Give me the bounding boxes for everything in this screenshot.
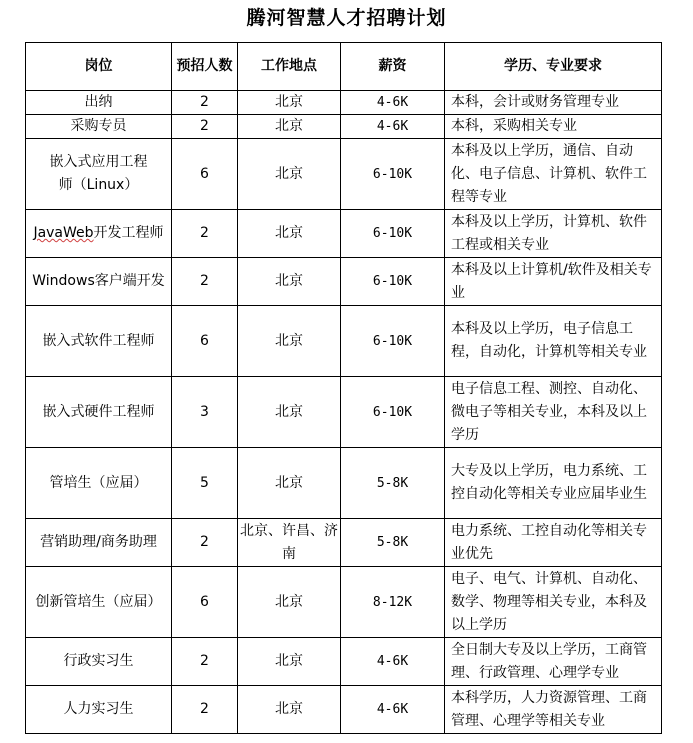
position-line: 开发工程师 xyxy=(93,225,164,241)
cell-count: 3 xyxy=(172,377,238,448)
cell-position: 营销助理/商务助理 xyxy=(26,519,172,567)
table-row xyxy=(26,638,662,686)
position-line: 客户端开发 xyxy=(94,273,165,289)
position-line: 嵌入式应用工程 xyxy=(49,154,148,170)
cell-requirement: 电力系统、工控自动化等相关专业优先 xyxy=(445,519,662,567)
cell-location: 北京 xyxy=(238,567,341,638)
cell-salary: 6-10K xyxy=(341,210,445,258)
table-row xyxy=(26,258,662,306)
cell-requirement: 大专及以上学历，电力系统、工控自动化等相关专业应届毕业生 xyxy=(445,448,662,519)
cell-requirement: 本科及以上计算机/软件及相关专业 xyxy=(445,258,662,306)
cell-position: 创新管培生（应届） xyxy=(26,567,172,638)
cell-location: 北京 xyxy=(238,686,341,734)
cell-count: 6 xyxy=(172,139,238,210)
cell-count: 2 xyxy=(172,91,238,115)
header-requirement: 学历、专业要求 xyxy=(445,43,662,91)
cell-position: 行政实习生 xyxy=(26,638,172,686)
cell-requirement: 本科，采购相关专业 xyxy=(445,115,662,139)
cell-position: 人力实习生 xyxy=(26,686,172,734)
cell-position: 嵌入式硬件工程师 xyxy=(26,377,172,448)
cell-count: 2 xyxy=(172,638,238,686)
position-line: JavaWeb xyxy=(33,225,94,241)
cell-requirement: 电子信息工程、测控、自动化、微电子等相关专业，本科及以上学历 xyxy=(445,377,662,448)
cell-location: 北京 xyxy=(238,448,341,519)
cell-location: 北京、许昌、济南 xyxy=(238,519,341,567)
recruitment-table xyxy=(25,42,662,734)
cell-count: 5 xyxy=(172,448,238,519)
cell-salary: 5-8K xyxy=(341,519,445,567)
cell-location: 北京 xyxy=(238,638,341,686)
table-row xyxy=(26,306,662,377)
cell-location: 北京 xyxy=(238,139,341,210)
table-row xyxy=(26,519,662,567)
cell-location: 北京 xyxy=(238,258,341,306)
table-row xyxy=(26,567,662,638)
table-row xyxy=(26,91,662,115)
header-salary: 薪资 xyxy=(341,43,445,91)
header-count: 预招人数 xyxy=(172,43,238,91)
cell-position xyxy=(26,139,172,210)
cell-salary: 4-6K xyxy=(341,686,445,734)
table-row xyxy=(26,115,662,139)
cell-salary: 5-8K xyxy=(341,448,445,519)
cell-location: 北京 xyxy=(238,210,341,258)
cell-position: 管培生（应届） xyxy=(26,448,172,519)
cell-salary: 4-6K xyxy=(341,638,445,686)
position-line: 师（Linux） xyxy=(58,177,139,193)
cell-requirement: 本科及以上学历，计算机、软件工程或相关专业 xyxy=(445,210,662,258)
cell-count: 2 xyxy=(172,115,238,139)
cell-salary: 6-10K xyxy=(341,258,445,306)
cell-count: 2 xyxy=(172,210,238,258)
cell-requirement: 本科及以上学历，通信、自动化、电子信息、计算机、软件工程等专业 xyxy=(445,139,662,210)
cell-count: 2 xyxy=(172,519,238,567)
page-title: 腾河智慧人才招聘计划 xyxy=(246,7,447,29)
cell-count: 6 xyxy=(172,567,238,638)
cell-requirement: 全日制大专及以上学历，工商管理、行政管理、心理学专业 xyxy=(445,638,662,686)
header-position: 岗位 xyxy=(26,43,172,91)
cell-requirement: 电子、电气、计算机、自动化、数学、物理等相关专业，本科及以上学历 xyxy=(445,567,662,638)
cell-location: 北京 xyxy=(238,115,341,139)
cell-requirement: 本科学历，人力资源管理、工商管理、心理学等相关专业 xyxy=(445,686,662,734)
cell-salary: 6-10K xyxy=(341,139,445,210)
cell-salary: 6-10K xyxy=(341,306,445,377)
cell-position: 嵌入式软件工程师 xyxy=(26,306,172,377)
cell-salary: 6-10K xyxy=(341,377,445,448)
cell-position xyxy=(26,210,172,258)
cell-salary: 4-6K xyxy=(341,115,445,139)
cell-position: 出纳 xyxy=(26,91,172,115)
table-row xyxy=(26,686,662,734)
cell-requirement: 本科及以上学历，电子信息工程，自动化，计算机等相关专业 xyxy=(445,306,662,377)
cell-position: 采购专员 xyxy=(26,115,172,139)
table-row xyxy=(26,210,662,258)
cell-location: 北京 xyxy=(238,306,341,377)
cell-salary: 4-6K xyxy=(341,91,445,115)
table-row xyxy=(26,139,662,210)
cell-location: 北京 xyxy=(238,91,341,115)
cell-location: 北京 xyxy=(238,377,341,448)
cell-count: 2 xyxy=(172,258,238,306)
table-row xyxy=(26,377,662,448)
cell-count: 2 xyxy=(172,686,238,734)
cell-position xyxy=(26,258,172,306)
table-header-row xyxy=(26,43,662,91)
position-line: Windows xyxy=(32,273,95,289)
cell-salary: 8-12K xyxy=(341,567,445,638)
cell-requirement: 本科，会计或财务管理专业 xyxy=(445,91,662,115)
table-row xyxy=(26,448,662,519)
cell-count: 6 xyxy=(172,306,238,377)
header-location: 工作地点 xyxy=(238,43,341,91)
